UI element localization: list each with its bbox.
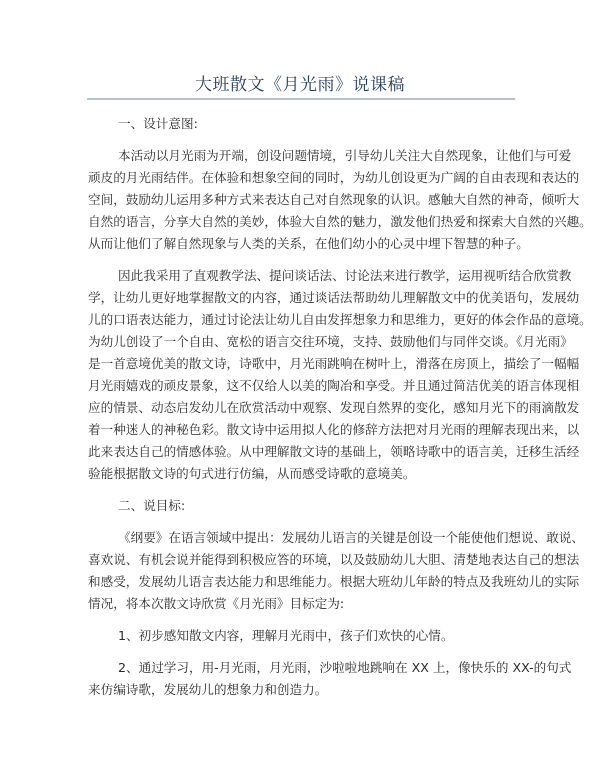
text-line: 2、通过学习，用-月光雨，月光雨，沙啦啦地跳响在 XX 上，像快乐的 XX-的句式 (118, 660, 572, 675)
section-heading-objectives (88, 495, 512, 517)
text-line: 喜欢说、有机会说并能得到积极应答的环境，以及鼓励幼儿大胆、清楚地表达自己的想法 (88, 552, 580, 567)
goal-item-1 (88, 625, 512, 647)
text-line: 和感受，发展幼儿语言表达能力和思维能力。根据大班幼儿年龄的特点及我班幼儿的实际 (88, 574, 580, 589)
paragraph (88, 527, 584, 615)
text-line: 儿的口语表达能力，通过讨论法让幼儿自由发挥想象力和思维力，更好的体会作品的意境。 (88, 312, 592, 327)
text-line: 月光雨嬉戏的顽皮景象，这不仅给人以美的陶冶和享受。并且通过简洁优美的语言体现相 (88, 378, 580, 393)
heading-text: 二、说目标: (118, 498, 186, 513)
text-line: 《纲要》在语言领域中提出：发展幼儿语言的关键是创设一个能使他们想说、敢说、 (118, 530, 584, 545)
text-line: 空间，鼓励幼儿运用多种方式来表达自己对自然现象的认识。感触大自然的神奇，倾听大 (88, 192, 580, 207)
text-line: 从而让他们了解自然现象与人类的关系，在他们幼小的心灵中埋下智慧的种子。 (88, 236, 529, 251)
text-line: 顽皮的月光雨结伴。在体验和想象空间的同时，为幼儿创设更为广阔的自由表现和表达的 (88, 170, 580, 185)
text-line: 因此我采用了直观教学法、提问谈话法、讨论法来进行教学，运用视听结合欣赏教 (118, 268, 572, 283)
text-line: 学，让幼儿更好地掌握散文的内容，通过谈话法帮助幼儿理解散文中的优美语句，发展幼 (88, 290, 580, 305)
text-line: 验能根据散文诗的句式进行仿编，从而感受诗歌的意境美。 (88, 466, 416, 481)
document-title: 大班散文《月光雨》说课稿 (195, 75, 405, 95)
paragraph (88, 145, 592, 255)
section-heading-design-intent (88, 113, 512, 135)
text-line: 此来表达自己的情感体验。从中理解散文诗的基础上，领略诗歌中的语言美，迁移生活经 (88, 444, 580, 459)
text-line: 1、初步感知散文内容，理解月光雨中，孩子们欢快的心情。 (118, 628, 454, 643)
text-line: 来仿编诗歌，发展幼儿的想象力和创造力。 (88, 682, 328, 697)
heading-text: 一、设计意图: (118, 116, 198, 131)
text-line: 为幼儿创设了一个自由、宽松的语言交往环境，支持、鼓励他们与同伴交谈。《月光雨》 (88, 334, 573, 349)
paragraph (88, 265, 592, 485)
text-line: 着一种迷人的神秘色彩。散文诗中运用拟人化的修辞方法把对月光雨的理解表现出来，以 (88, 422, 580, 437)
document-body (88, 113, 592, 711)
text-line: 本活动以月光雨为开端，创设问题情境，引导幼儿关注大自然现象，让他们与可爱 (118, 148, 572, 163)
title-divider (87, 98, 515, 100)
text-line: 情况，将本次散文诗欣赏《月光雨》目标定为: (88, 596, 345, 611)
goal-item-2 (88, 657, 572, 701)
text-line: 是一首意境优美的散文诗，诗歌中，月光雨跳响在树叶上，滑落在房顶上，描绘了一幅幅 (88, 356, 580, 371)
text-line: 应的情景、动态启发幼儿在欣赏活动中观察、发现自然界的变化，感知月光下的雨滴散发 (88, 400, 580, 415)
text-line: 自然的语言，分享大自然的美妙，体验大自然的魅力，激发他们热爱和探索大自然的兴趣。 (88, 214, 592, 229)
